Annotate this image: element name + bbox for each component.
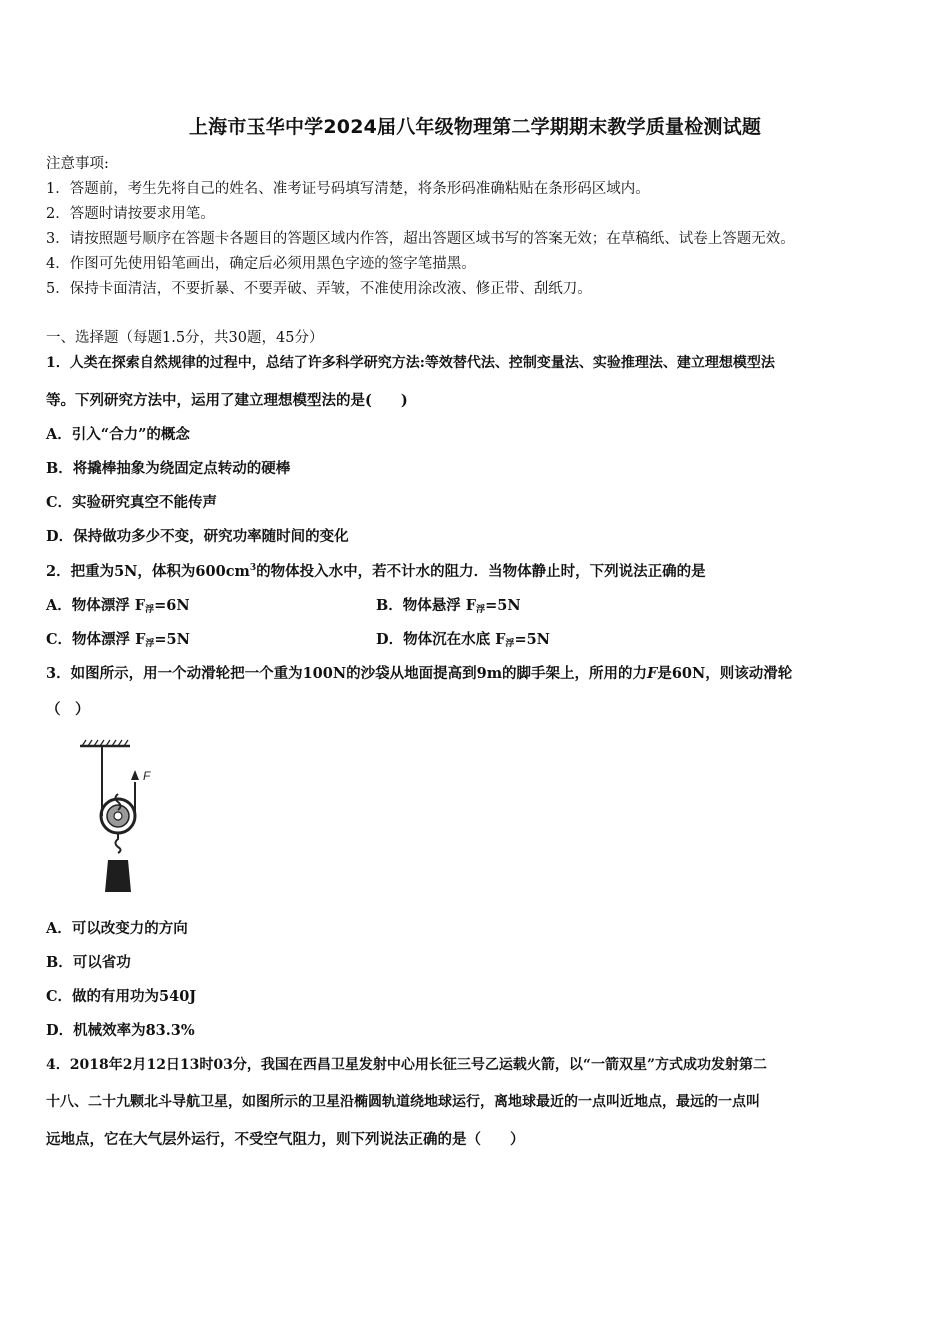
option-text: D．物体沉在水底 F xyxy=(376,631,506,648)
notice-item: 1．答题前，考生先将自己的姓名、准考证号码填写清楚，将条形码准确粘贴在条形码区域内。 xyxy=(46,181,650,197)
question-2-stem-b: 的物体投入水中，若不计水的阻力．当物体静止时，下列说法正确的是 xyxy=(256,563,706,580)
question-2-stem-a: 2．把重为5N，体积为600cm xyxy=(46,563,250,580)
option-text: B．物体悬浮 F xyxy=(376,597,477,614)
force-label: F xyxy=(143,769,151,783)
subscript: 浮 xyxy=(476,605,486,615)
page-title: 上海市玉华中学2024届八年级物理第二学期期末教学质量检测试题 xyxy=(188,116,762,138)
subscript: 浮 xyxy=(145,639,155,649)
section-heading: 一、选择题（每题1.5分，共30题，45分） xyxy=(46,330,324,346)
question-4-stem-line3: 远地点，它在大气层外运行，不受空气阻力，则下列说法正确的是（ ） xyxy=(46,1131,525,1148)
question-1-stem-line2: 等。下列研究方法中，运用了建立理想模型法的是( ) xyxy=(46,392,408,409)
subscript: 浮 xyxy=(145,605,155,615)
question-3-option-a: A．可以改变力的方向 xyxy=(46,920,188,937)
question-2-option-b xyxy=(376,594,521,615)
option-value: =6N xyxy=(154,597,190,614)
subscript: 浮 xyxy=(505,639,515,649)
question-1-option-d: D．保持做功多少不变，研究功率随时间的变化 xyxy=(46,528,349,545)
question-3-stem-b: 是60N，则该动滑轮 xyxy=(657,665,793,682)
notice-heading: 注意事项: xyxy=(46,156,109,172)
question-1-option-b: B．将撬棒抽象为绕固定点转动的硬棒 xyxy=(46,460,291,477)
pulley-diagram xyxy=(74,732,164,897)
question-2-option-c xyxy=(46,628,190,649)
question-2-option-a xyxy=(46,594,190,615)
option-value: =5N xyxy=(154,631,190,648)
option-text: A．物体漂浮 F xyxy=(46,597,146,614)
option-value: =5N xyxy=(514,631,550,648)
question-4-stem-line1: 4．2018年2月12日13时03分，我国在西昌卫星发射中心用长征三号乙运载火箭，以“一箭双星”方式成功发射第二 xyxy=(46,1057,767,1073)
question-1-option-c: C．实验研究真空不能传声 xyxy=(46,494,218,511)
question-2-stem-sup: 3 xyxy=(249,563,257,573)
question-3-option-d: D．机械效率为83.3% xyxy=(46,1022,195,1039)
question-3-stem xyxy=(46,662,792,683)
question-2-stem xyxy=(46,560,706,581)
question-1-stem-line1: 1．人类在探索自然规律的过程中，总结了许多科学研究方法:等效替代法、控制变量法、实验推理法、建立理想模型法 xyxy=(46,355,775,371)
question-4-stem-line2: 十八、二十九颗北斗导航卫星，如图所示的卫星沿椭圆轨道绕地球运行，离地球最近的一点叫近地点，最远的一点叫 xyxy=(46,1094,760,1110)
question-3-option-c: C．做的有用功为540J xyxy=(46,988,197,1005)
question-2-option-d xyxy=(376,628,550,649)
question-1-option-a: A．引入“合力”的概念 xyxy=(46,426,190,443)
option-text: C．物体漂浮 F xyxy=(46,631,146,648)
notice-item: 2．答题时请按要求用笔。 xyxy=(46,206,215,222)
question-3-option-b: B．可以省功 xyxy=(46,954,131,971)
pulley-figure xyxy=(74,732,164,897)
option-value: =5N xyxy=(485,597,521,614)
question-3-paren: （ ） xyxy=(46,701,90,718)
question-3-stem-a: 3．如图所示，用一个动滑轮把一个重为100N的沙袋从地面提高到9m的脚手架上，所用的力 xyxy=(46,665,648,682)
notice-item: 3．请按照题号顺序在答题卡各题目的答题区域内作答，超出答题区域书写的答案无效；在草稿纸、试卷上答题无效。 xyxy=(46,231,795,247)
notice-item: 5．保持卡面清洁，不要折暴、不要弄破、弄皱，不准使用涂改液、修正带、刮纸刀。 xyxy=(46,281,592,297)
notice-item: 4．作图可先使用铅笔画出，确定后必须用黑色字迹的签字笔描黑。 xyxy=(46,256,476,272)
question-3-force-symbol: F xyxy=(647,665,658,682)
